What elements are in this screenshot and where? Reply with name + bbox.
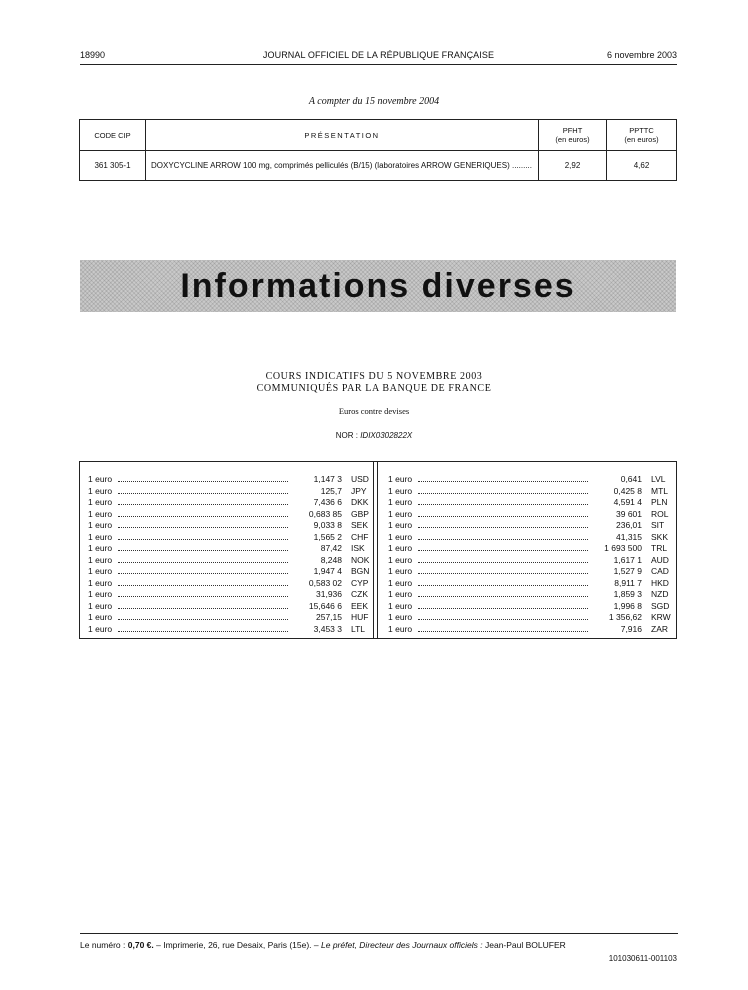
rate-currency: LVL xyxy=(651,474,666,484)
rate-value: 15,646 6 xyxy=(308,600,342,611)
title-line-1: COURS INDICATIFS DU 5 NOVEMBRE 2003 xyxy=(265,371,483,382)
footer-price: 0,70 €. xyxy=(127,940,154,950)
exchange-rates-subtitle: Euros contre devises xyxy=(338,406,410,416)
page-footer xyxy=(80,940,678,950)
rate-row xyxy=(88,624,370,636)
rate-unit: 1 euro xyxy=(388,600,413,611)
rate-value: 257,15 xyxy=(316,612,342,622)
rate-currency: NOK xyxy=(351,554,370,565)
rate-row xyxy=(88,543,370,555)
rate-currency: DKK xyxy=(351,497,369,507)
rate-unit: 1 euro xyxy=(88,508,113,519)
header-ppttc-label: PPTTC xyxy=(629,126,654,135)
rate-row xyxy=(388,543,670,555)
cell-ppttc: 4,62 xyxy=(607,151,677,181)
footer-director: Jean-Paul BOLUFER xyxy=(484,940,566,950)
rate-value: 39 601 xyxy=(616,508,642,519)
rate-row xyxy=(388,624,670,636)
rate-row xyxy=(88,474,370,486)
rate-unit: 1 euro xyxy=(88,543,113,553)
rate-value: 125,7 xyxy=(320,485,342,496)
footer-label: Le numéro : xyxy=(80,940,126,950)
rate-row xyxy=(88,497,370,509)
leader-dots xyxy=(118,516,288,517)
leader-dots xyxy=(418,596,588,597)
exchange-rates-title xyxy=(0,371,748,395)
rate-row xyxy=(88,486,370,498)
leader-dots xyxy=(418,631,588,632)
rate-currency: ZAR xyxy=(651,623,668,634)
header-pfht xyxy=(539,120,607,151)
leader-dots xyxy=(418,608,588,609)
table-row xyxy=(80,151,677,181)
rates-column-left xyxy=(88,474,370,635)
page-header xyxy=(80,50,677,64)
rate-row xyxy=(388,520,670,532)
rate-value: 1,617 1 xyxy=(613,554,642,565)
rate-row xyxy=(388,601,670,613)
rate-unit: 1 euro xyxy=(388,612,413,622)
table-header-row xyxy=(80,120,677,151)
rate-currency: HUF xyxy=(351,612,369,622)
cip-price-table xyxy=(79,119,677,181)
leader-dots xyxy=(418,619,588,620)
nor-reference xyxy=(0,431,748,440)
rate-row xyxy=(388,589,670,601)
rate-unit: 1 euro xyxy=(88,531,113,542)
header-pfht-unit: (en euros) xyxy=(555,135,590,144)
footer-imprint: – Imprimerie, 26, rue Desaix, Paris (15e). – xyxy=(156,940,319,950)
rate-unit: 1 euro xyxy=(88,589,113,599)
leader-dots xyxy=(118,596,288,597)
footer-divider xyxy=(80,933,678,934)
rate-value: 1,859 3 xyxy=(613,589,642,599)
leader-dots xyxy=(118,562,288,563)
rate-row xyxy=(388,486,670,498)
rate-value: 1,947 4 xyxy=(313,566,342,576)
rate-row xyxy=(88,566,370,578)
header-ppttc-unit: (en euros) xyxy=(624,135,659,144)
cell-code-cip: 361 305-1 xyxy=(80,151,146,181)
footer-prefet: Le préfet, Directeur des Journaux officiels : xyxy=(321,940,483,950)
rate-currency: JPY xyxy=(351,485,367,496)
rate-value: 0,641 xyxy=(620,474,642,484)
cell-pfht: 2,92 xyxy=(539,151,607,181)
rate-currency: SEK xyxy=(351,520,369,530)
rate-unit: 1 euro xyxy=(388,623,413,634)
leader-dots xyxy=(418,539,588,540)
leader-dots xyxy=(118,493,288,494)
rate-value: 0,683 85 xyxy=(308,508,342,519)
rate-value: 8,248 xyxy=(320,554,342,565)
rate-value: 236,01 xyxy=(616,520,642,530)
rate-currency: TRL xyxy=(651,543,668,553)
leader-dots xyxy=(118,539,288,540)
nor-label: NOR : xyxy=(335,431,358,440)
leader-dots xyxy=(418,562,588,563)
rate-value: 1,527 9 xyxy=(613,566,642,576)
header-divider xyxy=(80,64,677,65)
leader-dots xyxy=(118,619,288,620)
rate-row xyxy=(88,578,370,590)
header-pfht-label: PFHT xyxy=(562,126,583,135)
rate-unit: 1 euro xyxy=(88,520,113,530)
rate-value: 0,583 02 xyxy=(308,577,342,588)
rate-value: 1 356,62 xyxy=(608,612,642,622)
rate-value: 0,425 8 xyxy=(613,485,642,496)
rate-row xyxy=(88,555,370,567)
leader-dots xyxy=(118,481,288,482)
rate-currency: BGN xyxy=(351,566,370,576)
rate-unit: 1 euro xyxy=(88,600,113,611)
leader-dots xyxy=(418,516,588,517)
header-presentation: PRÉSENTATION xyxy=(146,120,539,151)
rate-unit: 1 euro xyxy=(388,508,413,519)
section-banner xyxy=(80,260,676,312)
rate-currency: LTL xyxy=(351,623,366,634)
rate-currency: MTL xyxy=(651,485,668,496)
leader-dots xyxy=(418,481,588,482)
rate-currency: GBP xyxy=(351,508,369,519)
banner-title: Informations diverses xyxy=(180,266,576,305)
rate-unit: 1 euro xyxy=(88,623,113,634)
rate-row xyxy=(388,566,670,578)
rate-currency: ISK xyxy=(351,543,365,553)
rate-unit: 1 euro xyxy=(388,589,413,599)
leader-dots xyxy=(418,573,588,574)
rate-currency: SGD xyxy=(651,600,670,611)
leader-dots xyxy=(418,550,588,551)
rate-unit: 1 euro xyxy=(88,554,113,565)
rate-value: 7,436 6 xyxy=(313,497,342,507)
leader-dots xyxy=(418,493,588,494)
leader-dots xyxy=(118,550,288,551)
column-divider xyxy=(377,461,378,639)
leader-dots xyxy=(118,573,288,574)
rate-value: 87,42 xyxy=(320,543,342,553)
footer-reference: 101030611-001103 xyxy=(608,954,677,963)
rate-row xyxy=(88,520,370,532)
rate-value: 31,936 xyxy=(316,589,342,599)
leader-dots xyxy=(118,527,288,528)
rate-value: 7,916 xyxy=(620,623,642,634)
nor-code: IDIX0302822X xyxy=(360,431,413,440)
rate-currency: KRW xyxy=(651,612,671,622)
rate-unit: 1 euro xyxy=(388,485,413,496)
leader-dots xyxy=(118,631,288,632)
issue-date: 6 novembre 2003 xyxy=(606,50,677,60)
leader-dots xyxy=(118,504,288,505)
rate-currency: EEK xyxy=(351,600,369,611)
rate-unit: 1 euro xyxy=(88,485,113,496)
rate-currency: PLN xyxy=(651,497,668,507)
rate-unit: 1 euro xyxy=(388,497,413,507)
rate-currency: CHF xyxy=(351,531,369,542)
rate-row xyxy=(388,474,670,486)
column-divider xyxy=(373,461,374,639)
rate-row xyxy=(388,612,670,624)
header-code-cip: CODE CIP xyxy=(80,120,146,151)
rate-currency: AUD xyxy=(651,554,669,565)
rate-currency: USD xyxy=(351,474,369,484)
rate-unit: 1 euro xyxy=(388,566,413,576)
rate-row xyxy=(88,509,370,521)
rate-value: 1,147 3 xyxy=(313,474,342,484)
rate-currency: ROL xyxy=(651,508,669,519)
leader-dots xyxy=(418,504,588,505)
rate-value: 9,033 8 xyxy=(313,520,342,530)
rate-row xyxy=(88,589,370,601)
rate-value: 8,911 7 xyxy=(614,577,642,588)
rate-row xyxy=(388,578,670,590)
leader-dots xyxy=(418,585,588,586)
rate-unit: 1 euro xyxy=(88,497,113,507)
rate-value: 3,453 3 xyxy=(313,623,342,634)
rate-currency: SIT xyxy=(651,520,665,530)
rate-value: 41,315 xyxy=(616,531,642,542)
rate-unit: 1 euro xyxy=(388,520,413,530)
rate-unit: 1 euro xyxy=(88,612,113,622)
rate-currency: CAD xyxy=(651,566,669,576)
leader-dots xyxy=(418,527,588,528)
rate-unit: 1 euro xyxy=(388,543,413,553)
rate-row xyxy=(88,532,370,544)
rate-currency: HKD xyxy=(651,577,669,588)
leader-dots xyxy=(118,608,288,609)
page-number: 18990 xyxy=(80,50,106,60)
title-line-2: COMMUNIQUÉS PAR LA BANQUE DE FRANCE xyxy=(256,383,492,394)
rate-unit: 1 euro xyxy=(388,531,413,542)
rate-currency: NZD xyxy=(651,589,669,599)
rate-row xyxy=(388,497,670,509)
rate-row xyxy=(88,612,370,624)
journal-title: JOURNAL OFFICIEL DE LA RÉPUBLIQUE FRANÇAISE xyxy=(262,50,495,60)
rate-value: 4,591 4 xyxy=(613,497,642,507)
rate-unit: 1 euro xyxy=(388,474,413,484)
rate-unit: 1 euro xyxy=(88,566,113,576)
rate-unit: 1 euro xyxy=(388,554,413,565)
rate-currency: CYP xyxy=(351,577,369,588)
rate-row xyxy=(388,509,670,521)
rate-value: 1,565 2 xyxy=(313,531,342,542)
rate-unit: 1 euro xyxy=(388,577,413,588)
rate-value: 1,996 8 xyxy=(613,600,642,611)
rate-currency: SKK xyxy=(651,531,669,542)
rate-row xyxy=(388,532,670,544)
leader-dots xyxy=(118,585,288,586)
cell-presentation: DOXYCYCLINE ARROW 100 mg, comprimés pelliculés (B/15) (laboratoires ARROW GENERIQUES) ......... xyxy=(146,151,539,181)
rate-unit: 1 euro xyxy=(88,577,113,588)
header-ppttc xyxy=(607,120,677,151)
effective-date-label: A compter du 15 novembre 2004 xyxy=(308,96,440,107)
rate-row xyxy=(388,555,670,567)
rate-value: 1 693 500 xyxy=(604,543,642,553)
rates-column-right xyxy=(388,474,670,635)
rate-currency: CZK xyxy=(351,589,368,599)
rate-unit: 1 euro xyxy=(88,474,113,484)
rate-row xyxy=(88,601,370,613)
